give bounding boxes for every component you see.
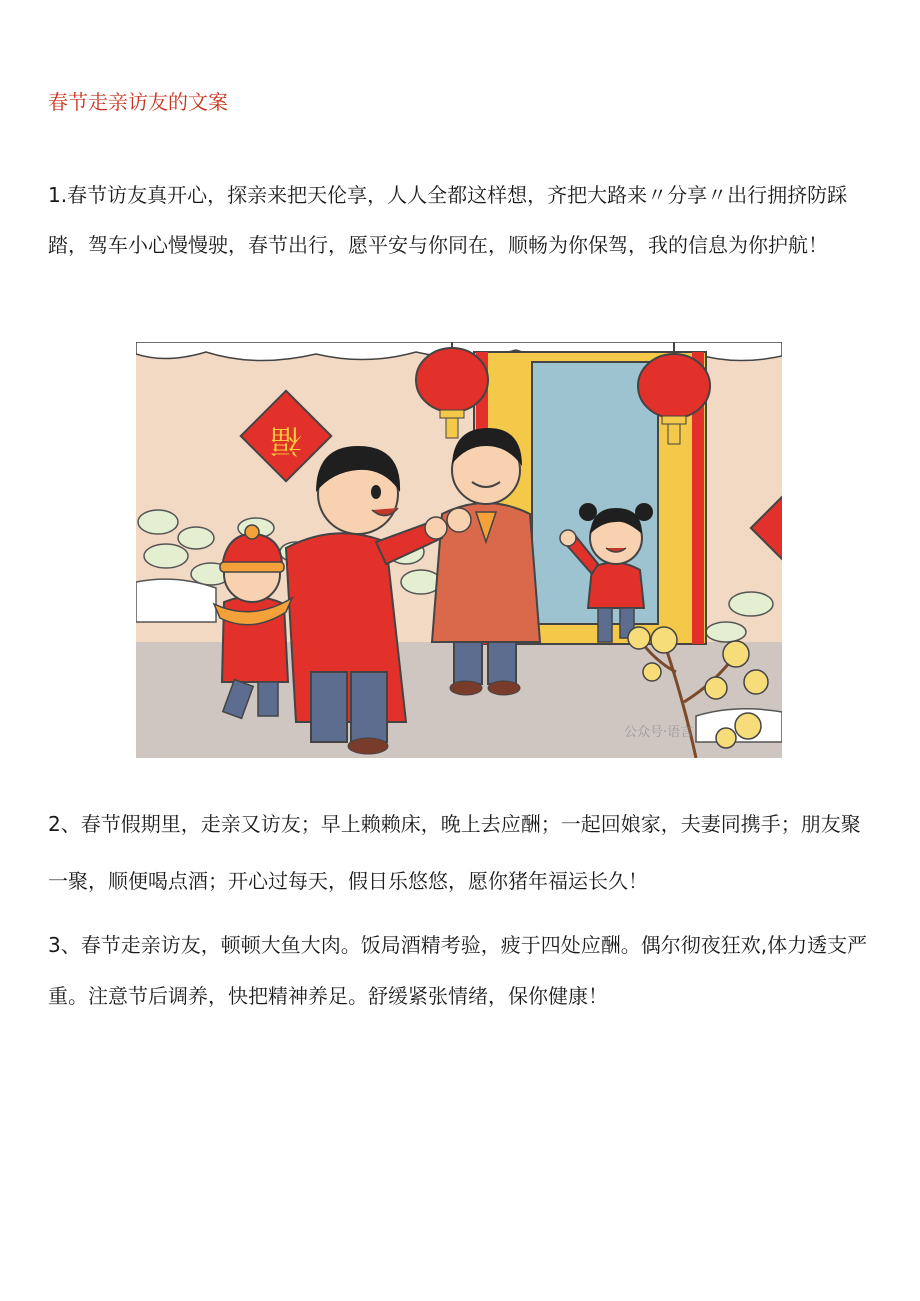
spring-festival-illustration <box>136 342 782 758</box>
paragraph-3: 3、春节走亲访友，顿顿大鱼大肉。饭局酒精考验，疲于四处应酬。偶尔彻夜狂欢,体力透支严重。注意节后调养，快把精神养足。舒缓紧张情绪，保你健康！ <box>48 933 868 1008</box>
paragraph-1: 1.春节访友真开心，探亲来把天伦享，人人全都这样想，齐把大路来〃分享〃出行拥挤防踩踏，驾车小心慢慢驶，春节出行，愿平安与你同在，顺畅为你保驾，我的信息为你护航！ <box>48 183 848 257</box>
watermark-text: 公众号·语言 <box>624 725 694 740</box>
paragraph-2: 2、春节假期里，走亲又访友；早上赖赖床，晚上去应酬；一起回娘家，夫妻同携手；朋友聚一聚，顺便喝点酒；开心过每天，假日乐悠悠，愿你猪年福运长久！ <box>48 812 861 893</box>
document-title: 春节走亲访友的文案 <box>48 90 228 114</box>
svg-text:福: 福 <box>269 422 303 460</box>
snow-pile-left <box>136 579 216 622</box>
